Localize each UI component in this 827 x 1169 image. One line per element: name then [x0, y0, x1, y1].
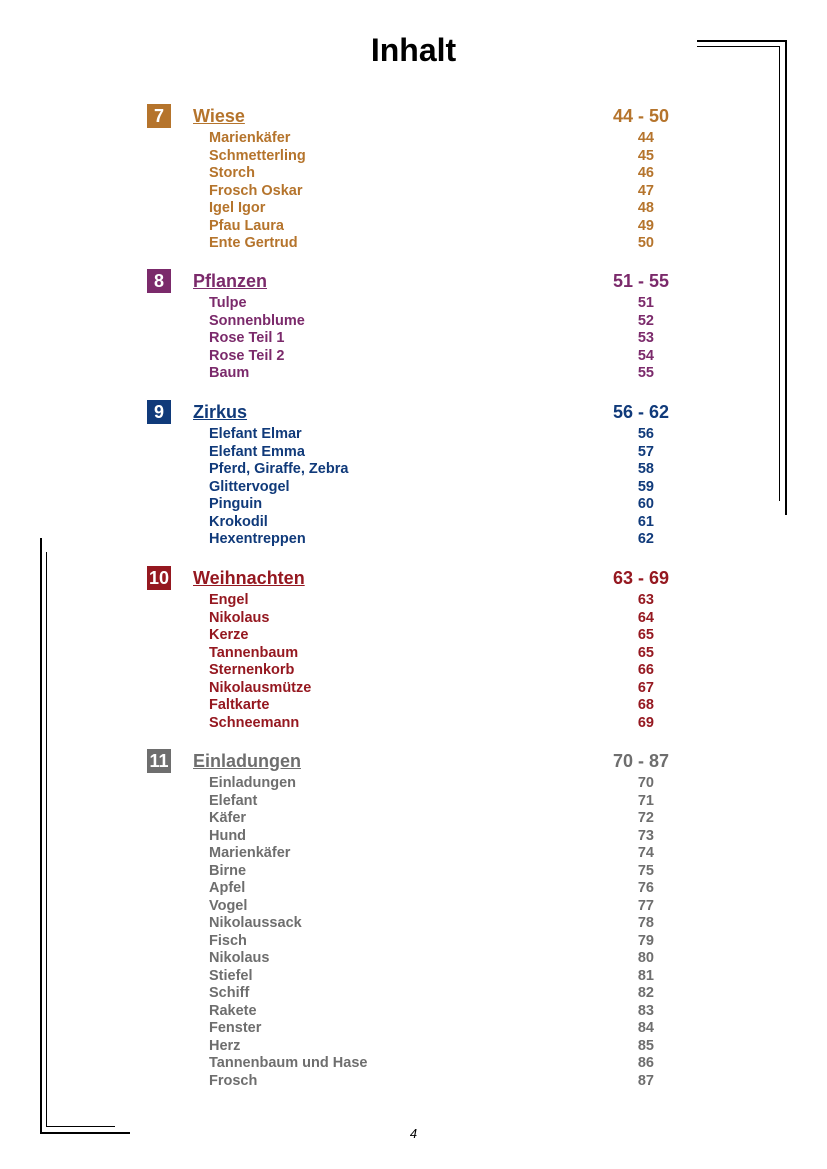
- section-title[interactable]: Wiese: [193, 106, 245, 126]
- entry-page: 85: [637, 1037, 654, 1054]
- entry-title: Nikolaus: [209, 609, 270, 626]
- toc-entry[interactable]: [147, 915, 707, 933]
- entry-page: 78: [637, 915, 654, 931]
- toc-entry[interactable]: [147, 461, 707, 479]
- entry-page: 67: [637, 679, 654, 696]
- toc-entry[interactable]: [147, 313, 707, 331]
- toc-entry[interactable]: [147, 627, 707, 645]
- entry-title: Storch: [209, 165, 255, 181]
- toc-entry[interactable]: [147, 880, 707, 898]
- toc-section-wiese: [147, 104, 707, 253]
- entry-title: Schmetterling: [209, 147, 306, 164]
- entry-title: Schiff: [209, 985, 250, 1001]
- toc-entry[interactable]: [147, 775, 707, 793]
- toc-entry[interactable]: [147, 1038, 707, 1056]
- entry-title: Fenster: [209, 1020, 262, 1036]
- toc-section-weihnachten: [147, 566, 707, 732]
- entry-title: Rose Teil 1: [209, 330, 285, 346]
- entry-page: 65: [637, 627, 654, 643]
- entry-page: 52: [637, 312, 654, 329]
- toc-entry[interactable]: [147, 1073, 707, 1091]
- section-title[interactable]: Pflanzen: [193, 271, 268, 291]
- section-page-range: 63 - 69: [613, 568, 670, 588]
- toc-entry[interactable]: [147, 130, 707, 148]
- toc-entry[interactable]: [147, 715, 707, 733]
- entry-title: Pinguin: [209, 496, 263, 512]
- entry-title: Einladungen: [209, 775, 296, 791]
- section-header[interactable]: [147, 269, 707, 293]
- entry-page: 47: [637, 182, 654, 199]
- entry-page: 49: [637, 217, 654, 234]
- entry-title: Baum: [209, 365, 250, 381]
- entry-title: Elefant Emma: [209, 443, 305, 460]
- entry-title: Engel: [209, 592, 249, 608]
- entry-title: Igel Igor: [209, 200, 266, 216]
- page-number: 4: [409, 1126, 418, 1141]
- entry-title: Hexentreppen: [209, 531, 306, 547]
- entry-page: 80: [637, 950, 654, 966]
- entry-title: Birne: [209, 862, 247, 879]
- toc-entry[interactable]: [147, 697, 707, 715]
- toc-entry[interactable]: [147, 514, 707, 532]
- toc-entry[interactable]: [147, 592, 707, 610]
- toc-entry[interactable]: [147, 183, 707, 201]
- entry-title: Pfau Laura: [209, 217, 284, 234]
- entry-page: 54: [637, 347, 654, 364]
- toc-entry[interactable]: [147, 348, 707, 366]
- entry-page: 62: [637, 531, 654, 547]
- toc-entry[interactable]: [147, 680, 707, 698]
- toc-entry[interactable]: [147, 933, 707, 951]
- toc-entry[interactable]: [147, 898, 707, 916]
- entry-title: Fisch: [209, 932, 247, 949]
- entry-page: 84: [637, 1020, 654, 1036]
- entry-title: Hund: [209, 827, 247, 844]
- entry-title: Glittervogel: [209, 478, 290, 495]
- entry-page: 46: [637, 165, 654, 181]
- entry-page: 73: [637, 827, 654, 844]
- entry-page: 60: [637, 496, 654, 512]
- entry-title: Elefant Elmar: [209, 426, 302, 442]
- entry-page: 48: [637, 200, 654, 216]
- section-number-badge: 10: [148, 568, 170, 588]
- entry-title: Herz: [209, 1037, 241, 1054]
- section-title[interactable]: Zirkus: [193, 402, 248, 422]
- entry-title: Nikolaus: [209, 950, 270, 966]
- toc-entry[interactable]: [147, 426, 707, 444]
- toc-entry[interactable]: [147, 645, 707, 663]
- entry-page: 69: [637, 714, 654, 731]
- section-title[interactable]: Weihnachten: [193, 568, 305, 588]
- section-number-badge: 9: [147, 400, 171, 424]
- entry-title: Rakete: [209, 1002, 257, 1019]
- entry-title: Schneemann: [209, 714, 300, 731]
- entry-page: 59: [637, 478, 654, 495]
- section-page-range: 44 - 50: [613, 106, 670, 126]
- toc-entry[interactable]: [147, 444, 707, 462]
- toc-entry[interactable]: [147, 479, 707, 497]
- entry-page: 79: [637, 932, 654, 949]
- entry-page: 70: [637, 775, 654, 791]
- section-page-range: 70 - 87: [613, 751, 670, 771]
- entry-title: Käfer: [209, 810, 247, 826]
- entry-title: Nikolaussack: [209, 915, 302, 931]
- entry-title: Tannenbaum: [209, 644, 299, 661]
- section-number-badge: 11: [147, 749, 171, 773]
- entry-page: 72: [637, 810, 654, 826]
- toc-entry[interactable]: [147, 1003, 707, 1021]
- entry-page: 87: [637, 1072, 654, 1089]
- entry-title: Krokodil: [209, 513, 268, 530]
- entry-title: Marienkäfer: [209, 845, 291, 861]
- section-number-badge: 7: [147, 104, 171, 128]
- toc-entry[interactable]: [147, 863, 707, 881]
- entry-title: Nikolausmütze: [209, 679, 312, 696]
- entry-title: Kerze: [209, 627, 249, 643]
- toc-section-zirkus: [147, 400, 707, 549]
- toc-entry[interactable]: [147, 662, 707, 680]
- toc-entry[interactable]: [147, 218, 707, 236]
- entry-page: 74: [637, 845, 654, 861]
- section-header[interactable]: [147, 104, 707, 128]
- section-number-badge: 8: [147, 269, 171, 293]
- entry-page: 58: [637, 461, 654, 477]
- entry-page: 56: [637, 426, 654, 442]
- entry-title: Frosch: [209, 1072, 258, 1089]
- entry-title: Apfel: [209, 880, 246, 896]
- entry-page: 68: [637, 697, 654, 713]
- entry-title: Marienkäfer: [209, 130, 291, 146]
- entry-page: 77: [637, 897, 654, 914]
- entry-page: 86: [637, 1055, 654, 1071]
- toc-entry[interactable]: [147, 148, 707, 166]
- entry-page: 57: [637, 443, 654, 460]
- toc-section-pflanzen: [147, 269, 707, 383]
- entry-title: Rose Teil 2: [209, 347, 285, 364]
- toc-entry[interactable]: [147, 496, 707, 514]
- toc-entry[interactable]: [147, 1020, 707, 1038]
- toc-entry[interactable]: [147, 985, 707, 1003]
- entry-title: Tannenbaum und Hase: [209, 1055, 368, 1071]
- entry-page: 76: [637, 880, 654, 896]
- toc-entry[interactable]: [147, 793, 707, 811]
- entry-page: 82: [637, 985, 654, 1001]
- entry-title: Sonnenblume: [209, 312, 305, 329]
- toc-entry[interactable]: [147, 845, 707, 863]
- toc-entry[interactable]: [147, 295, 707, 313]
- section-header[interactable]: [147, 566, 707, 590]
- entry-page: 53: [637, 330, 654, 346]
- toc-section-einladungen: [147, 749, 707, 1090]
- entry-page: 66: [637, 662, 654, 678]
- toc-entry[interactable]: [147, 950, 707, 968]
- section-page-range: 51 - 55: [613, 271, 670, 291]
- entry-page: 71: [637, 792, 654, 809]
- entry-page: 55: [637, 365, 654, 381]
- entry-page: 44: [637, 130, 654, 146]
- entry-page: 64: [637, 609, 654, 626]
- entry-page: 45: [637, 147, 654, 164]
- section-page-range: 56 - 62: [613, 402, 670, 422]
- toc-entry[interactable]: [147, 968, 707, 986]
- entry-page: 81: [637, 967, 654, 984]
- entry-page: 83: [637, 1002, 654, 1019]
- toc-entry[interactable]: [147, 1055, 707, 1073]
- entry-title: Frosch Oskar: [209, 182, 303, 199]
- section-title[interactable]: Einladungen: [193, 751, 301, 771]
- entry-title: Tulpe: [209, 295, 247, 311]
- toc-entry[interactable]: [147, 200, 707, 218]
- toc-entry[interactable]: [147, 330, 707, 348]
- toc-entry[interactable]: [147, 165, 707, 183]
- entry-page: 65: [637, 644, 654, 661]
- entry-title: Sternenkorb: [209, 662, 295, 678]
- section-header[interactable]: [147, 400, 707, 424]
- entry-title: Stiefel: [209, 967, 253, 984]
- toc-entry[interactable]: [147, 365, 707, 383]
- toc-entry[interactable]: [147, 235, 707, 253]
- entry-title: Elefant: [209, 792, 258, 809]
- entry-title: Vogel: [209, 897, 248, 914]
- toc-entry[interactable]: [147, 810, 707, 828]
- entry-page: 51: [637, 295, 654, 311]
- toc-entry[interactable]: [147, 828, 707, 846]
- entry-title: Faltkarte: [209, 697, 270, 713]
- section-header[interactable]: [147, 749, 707, 773]
- toc-entry[interactable]: [147, 531, 707, 549]
- entry-page: 75: [637, 862, 654, 879]
- entry-title: Pferd, Giraffe, Zebra: [209, 461, 349, 477]
- entry-page: 63: [637, 592, 654, 608]
- toc-entry[interactable]: [147, 610, 707, 628]
- entry-title: Ente Gertrud: [209, 235, 298, 251]
- page-title: Inhalt: [370, 32, 457, 68]
- entry-page: 50: [637, 235, 654, 251]
- entry-page: 61: [637, 513, 654, 530]
